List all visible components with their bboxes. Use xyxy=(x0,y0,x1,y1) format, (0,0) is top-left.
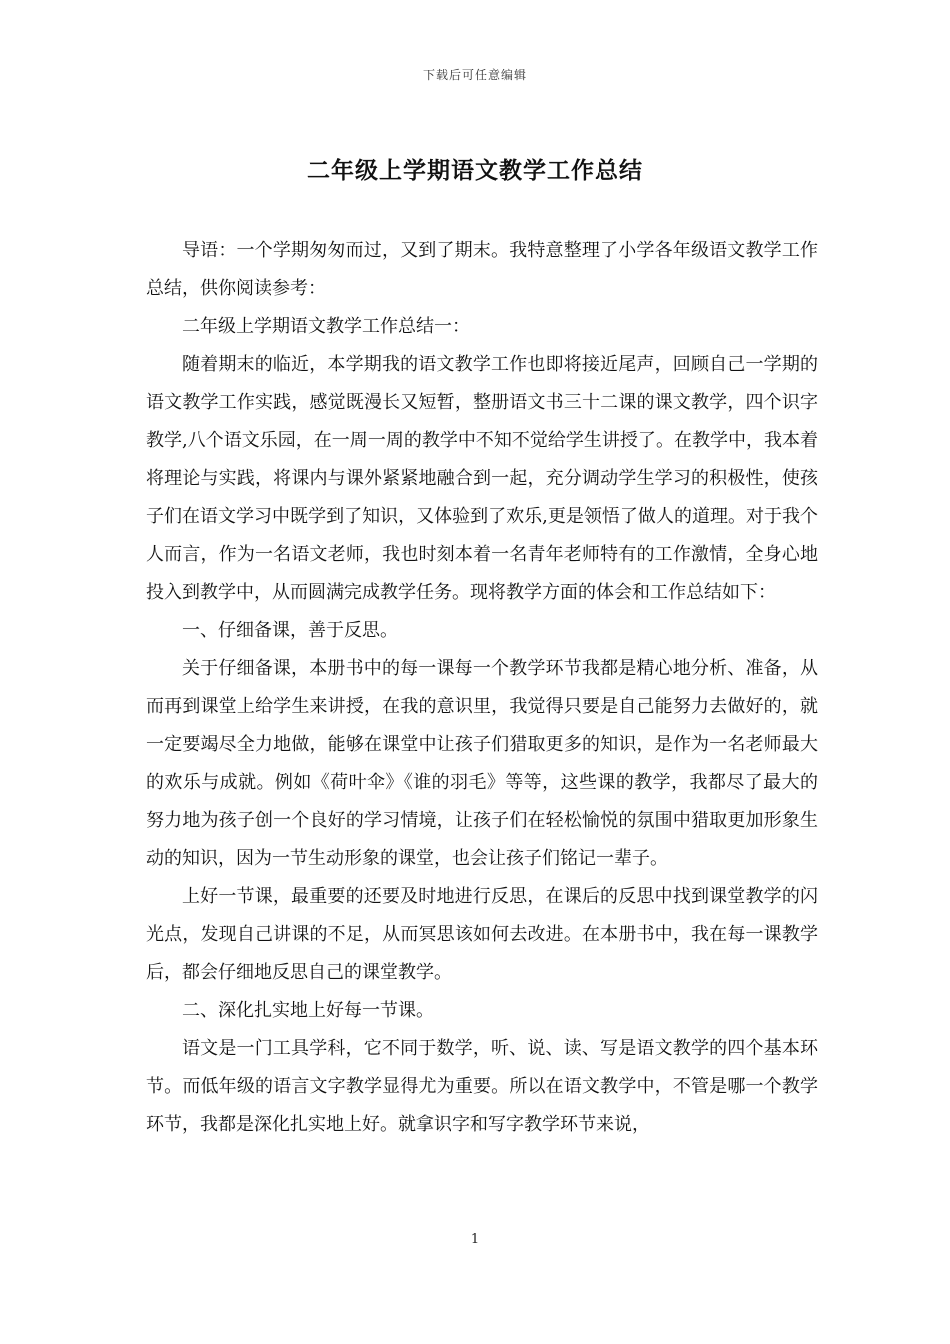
section-heading-1: 一、仔细备课，善于反思。 xyxy=(182,620,398,641)
header-note: 下载后可任意编辑 xyxy=(422,68,527,82)
paragraph-intro: 导语：一个学期匆匆而过，又到了期末。我特意整理了小学各年级语文教学工作总结，供你阅读参考： xyxy=(146,240,818,299)
page-number: 1 xyxy=(470,1232,480,1247)
paragraph-preparation: 关于仔细备课，本册书中的每一课每一个教学环节我都是精心地分析、准备，从而再到课堂上给学生来讲授，在我的意识里，我觉得只要是自己能努力去做好的，就一定要竭尽全力地做，能够在课堂中让孩子们猎取更多的知识，是作为一名老师最大的欢乐与成就。例如《荷叶伞》《谁的羽毛》等等，这些课的教学，我都尽了最大的努力地为孩子创一个良好的学习情境，让孩子们在轻松愉悦的氛围中猎取更加形象生动的知识，因为一节生动形象的课堂，也会让孩子们铭记一辈子。 xyxy=(146,658,818,869)
document-body xyxy=(146,232,818,1144)
paragraph-reflection: 上好一节课，最重要的还要及时地进行反思，在课后的反思中找到课堂教学的闪光点，发现自己讲课的不足，从而冥思该如何去改进。在本册书中，我在每一课教学后，都会仔细地反思自己的课堂教学。 xyxy=(146,886,818,983)
paragraph-overview: 随着期末的临近，本学期我的语文教学工作也即将接近尾声，回顾自己一学期的语文教学工作实践，感觉既漫长又短暂，整册语文书三十二课的课文教学，四个识字教学,八个语文乐园，在一周一周的教学中不知不觉给学生讲授了。在教学中，我本着将理论与实践，将课内与课外紧紧地融合到一起，充分调动学生学习的积极性，使孩子们在语文学习中既学到了知识，又体验到了欢乐,更是领悟了做人的道理。对于我个人而言，作为一名语文老师，我也时刻本着一名青年老师特有的工作激情，全身心地投入到教学中，从而圆满完成教学任务。现将教学方面的体会和工作总结如下： xyxy=(146,354,818,603)
paragraph-language-teaching: 语文是一门工具学科，它不同于数学，听、说、读、写是语文教学的四个基本环节。而低年级的语言文字教学显得尤为重要。所以在语文教学中，不管是哪一个教学环节，我都是深化扎实地上好。就拿识字和写字教学环节来说， xyxy=(146,1038,818,1135)
document-title: 二年级上学期语文教学工作总结 xyxy=(307,157,643,184)
paragraph-subtitle: 二年级上学期语文教学工作总结一： xyxy=(182,316,470,337)
section-heading-2: 二、深化扎实地上好每一节课。 xyxy=(182,1000,434,1021)
